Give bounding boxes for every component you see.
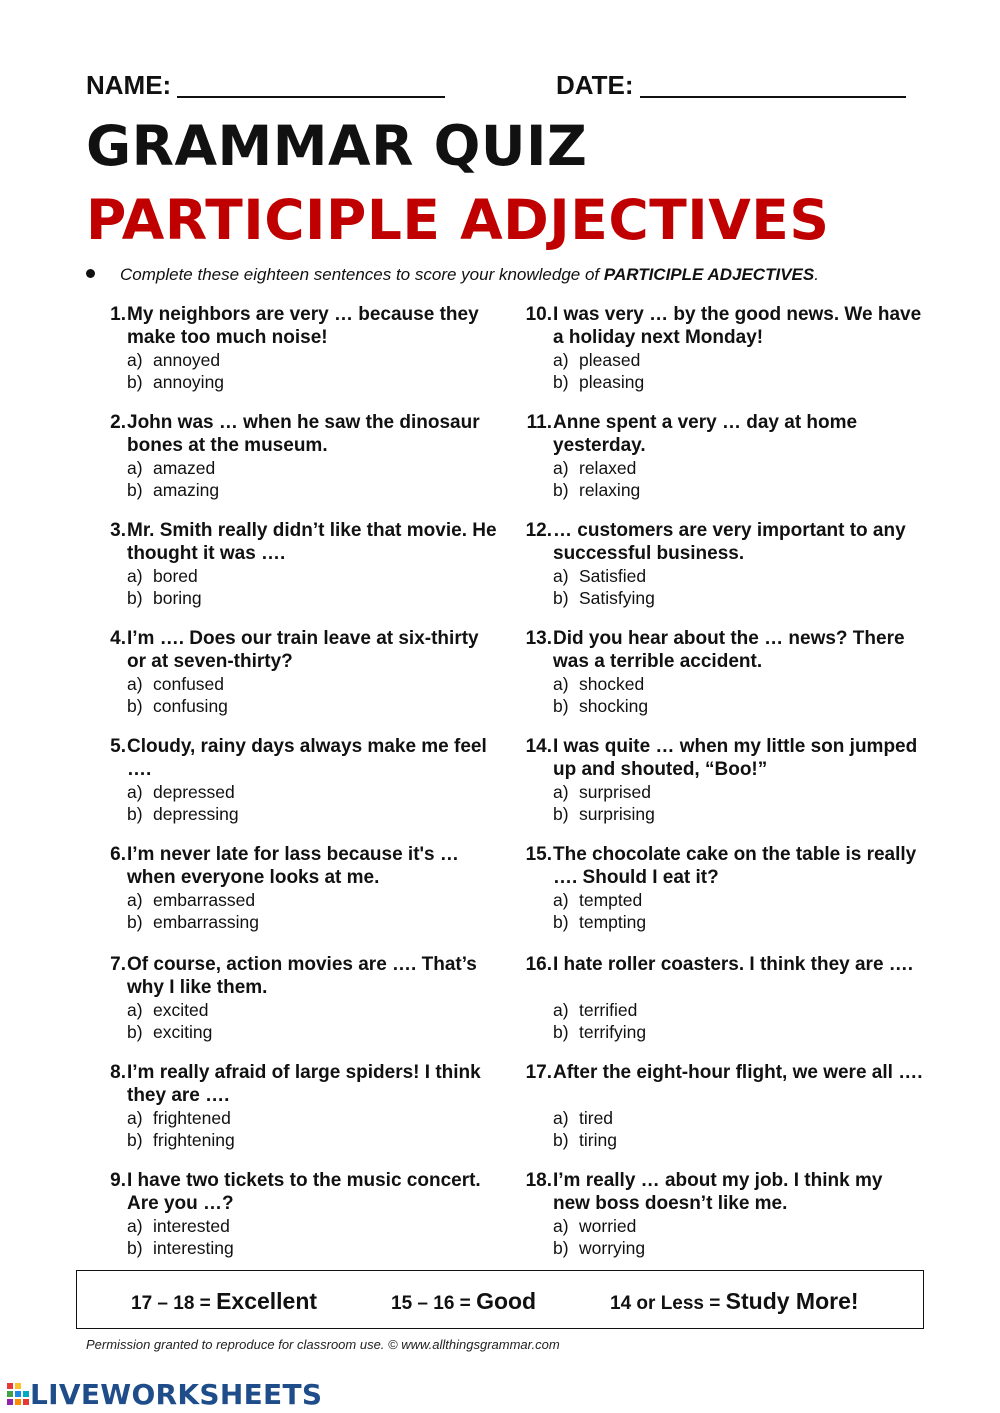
date-blank[interactable] bbox=[640, 74, 906, 98]
option-text: confused bbox=[153, 674, 225, 694]
option-letter: b) bbox=[127, 803, 143, 824]
option-letter: b) bbox=[127, 911, 143, 932]
answer-options bbox=[553, 890, 646, 933]
question-number: 11. bbox=[526, 412, 552, 433]
option-letter: a) bbox=[127, 890, 143, 910]
answer-option[interactable] bbox=[127, 1108, 235, 1130]
question-number: 6. bbox=[110, 844, 126, 865]
answer-option[interactable] bbox=[553, 804, 655, 826]
answer-option[interactable] bbox=[127, 890, 259, 912]
answer-option[interactable] bbox=[553, 674, 648, 696]
option-letter: b) bbox=[127, 371, 143, 392]
question-number: 15. bbox=[525, 844, 552, 865]
answer-option[interactable] bbox=[553, 350, 644, 372]
answer-option[interactable] bbox=[553, 1216, 645, 1238]
option-letter: a) bbox=[553, 782, 569, 802]
name-label: NAME: bbox=[86, 70, 172, 100]
option-text: interested bbox=[153, 1216, 230, 1236]
option-text: Satisfying bbox=[579, 587, 655, 608]
answer-option[interactable] bbox=[553, 566, 655, 588]
option-text: depressing bbox=[153, 803, 239, 824]
option-letter: b) bbox=[553, 1021, 569, 1042]
option-letter: a) bbox=[553, 1216, 569, 1236]
question-number: 2. bbox=[110, 412, 126, 433]
question-number: 16. bbox=[525, 954, 552, 975]
question-number: 18. bbox=[525, 1170, 552, 1191]
option-text: embarrassing bbox=[153, 911, 260, 932]
option-letter: a) bbox=[127, 350, 143, 370]
option-letter: b) bbox=[127, 1021, 143, 1042]
question-number: 8. bbox=[110, 1062, 126, 1083]
answer-options bbox=[127, 1108, 235, 1151]
option-text: surprised bbox=[579, 782, 651, 802]
answer-options bbox=[553, 782, 655, 825]
option-text: Satisfied bbox=[579, 566, 647, 586]
score-box bbox=[76, 1270, 924, 1329]
option-text: amazed bbox=[153, 458, 216, 478]
answer-options bbox=[127, 566, 202, 609]
question-text: I’m …. Does our train leave at six-thirty or at seven-thirty? bbox=[127, 628, 479, 672]
answer-options bbox=[127, 1000, 212, 1043]
answer-option[interactable] bbox=[127, 458, 219, 480]
answer-options bbox=[127, 458, 219, 501]
option-letter: a) bbox=[553, 1108, 569, 1128]
score-range: 15 – 16 = bbox=[391, 1293, 471, 1314]
question-number: 10. bbox=[525, 304, 552, 325]
answer-option[interactable] bbox=[553, 1000, 646, 1022]
answer-options bbox=[553, 1216, 645, 1259]
score-study-more bbox=[610, 1288, 859, 1315]
option-text: terrified bbox=[579, 1000, 638, 1020]
answer-options bbox=[127, 674, 228, 717]
answer-option[interactable] bbox=[127, 1022, 212, 1044]
question-text: I was very … by the good news. We have a holiday next Monday! bbox=[553, 304, 922, 348]
score-rating: Excellent bbox=[216, 1288, 318, 1314]
option-letter: b) bbox=[553, 371, 569, 392]
question-text: Cloudy, rainy days always make me feel …. bbox=[127, 736, 487, 780]
answer-option[interactable] bbox=[553, 912, 646, 934]
instructions-end: . bbox=[814, 265, 819, 284]
question-text: Of course, action movies are …. That’s why I like them. bbox=[127, 954, 477, 998]
answer-options bbox=[553, 1000, 646, 1043]
option-text: terrifying bbox=[579, 1021, 647, 1042]
liveworksheets-logo-icon bbox=[6, 1382, 30, 1406]
option-text: confusing bbox=[153, 695, 228, 716]
question-number: 7. bbox=[110, 954, 126, 975]
answer-option[interactable] bbox=[127, 1000, 212, 1022]
question-text: Anne spent a very … day at home yesterday. bbox=[553, 412, 858, 456]
option-letter: a) bbox=[553, 350, 569, 370]
option-letter: b) bbox=[553, 1237, 569, 1258]
option-text: pleased bbox=[579, 350, 641, 370]
option-text: exciting bbox=[153, 1021, 213, 1042]
option-letter: a) bbox=[127, 1216, 143, 1236]
option-letter: a) bbox=[553, 566, 569, 586]
question-text: The chocolate cake on the table is really …. Should I eat it? bbox=[553, 844, 917, 888]
question-text: I’m never late for lass because it's … when everyone looks at me. bbox=[127, 844, 459, 888]
option-letter: a) bbox=[127, 1000, 143, 1020]
option-letter: b) bbox=[553, 587, 569, 608]
option-letter: a) bbox=[553, 890, 569, 910]
answer-options bbox=[127, 350, 224, 393]
option-text: bored bbox=[153, 566, 198, 586]
answer-option[interactable] bbox=[127, 782, 239, 804]
answer-options bbox=[553, 458, 640, 501]
answer-option[interactable] bbox=[553, 696, 648, 718]
answer-option[interactable] bbox=[553, 890, 646, 912]
option-letter: a) bbox=[127, 782, 143, 802]
date-label: DATE: bbox=[556, 70, 634, 100]
question-text: I have two tickets to the music concert. Are you …? bbox=[127, 1170, 481, 1214]
answer-option[interactable] bbox=[553, 782, 655, 804]
option-letter: b) bbox=[127, 1129, 143, 1150]
answer-option[interactable] bbox=[553, 480, 640, 502]
answer-option[interactable] bbox=[127, 350, 224, 372]
name-blank[interactable] bbox=[177, 74, 445, 98]
answer-option[interactable] bbox=[127, 804, 239, 826]
option-letter: b) bbox=[553, 1129, 569, 1150]
option-text: tempted bbox=[579, 890, 643, 910]
option-text: worrying bbox=[579, 1237, 646, 1258]
option-text: amazing bbox=[153, 479, 220, 500]
question-text: I was quite … when my little son jumped up and shouted, “Boo!” bbox=[553, 736, 918, 780]
instructions-text: Complete these eighteen sentences to score your knowledge of bbox=[120, 265, 600, 284]
option-text: embarrassed bbox=[153, 890, 256, 910]
answer-options bbox=[127, 782, 239, 825]
option-text: annoyed bbox=[153, 350, 221, 370]
score-good bbox=[391, 1288, 536, 1315]
answer-options bbox=[553, 350, 644, 393]
answer-option[interactable] bbox=[127, 696, 228, 718]
answer-option[interactable] bbox=[553, 1238, 645, 1260]
score-rating: Good bbox=[476, 1288, 537, 1314]
answer-option[interactable] bbox=[127, 912, 259, 934]
option-letter: a) bbox=[553, 674, 569, 694]
option-letter: b) bbox=[127, 479, 143, 500]
option-text: tired bbox=[579, 1108, 614, 1128]
option-text: shocking bbox=[579, 695, 649, 716]
instructions bbox=[86, 265, 819, 285]
answer-option[interactable] bbox=[127, 674, 228, 696]
option-text: tiring bbox=[579, 1129, 617, 1150]
question-number: 1. bbox=[110, 304, 126, 325]
option-text: pleasing bbox=[579, 371, 645, 392]
question-number: 9. bbox=[110, 1170, 126, 1191]
question-text: Did you hear about the … news? There was a terrible accident. bbox=[553, 628, 905, 672]
question-number: 12. bbox=[525, 520, 552, 541]
score-rating: Study More! bbox=[725, 1288, 859, 1314]
option-letter: a) bbox=[553, 458, 569, 478]
instructions-emphasis: PARTICIPLE ADJECTIVES bbox=[603, 265, 815, 284]
answer-option[interactable] bbox=[127, 1216, 234, 1238]
question-text: I’m really afraid of large spiders! I think they are …. bbox=[127, 1062, 481, 1106]
question-number: 3. bbox=[110, 520, 126, 541]
question-text: … customers are very important to any successful business. bbox=[553, 520, 906, 564]
page-subtitle: PARTICIPLE ADJECTIVES bbox=[86, 188, 830, 252]
option-letter: b) bbox=[553, 911, 569, 932]
option-letter: a) bbox=[127, 458, 143, 478]
answer-options bbox=[127, 890, 259, 933]
question-number: 17. bbox=[525, 1062, 552, 1083]
question-number: 14. bbox=[525, 736, 552, 757]
question-text: After the eight-hour flight, we were all …. bbox=[553, 1062, 923, 1083]
option-text: depressed bbox=[153, 782, 235, 802]
answer-option[interactable] bbox=[127, 480, 219, 502]
option-text: frightening bbox=[153, 1129, 235, 1150]
option-text: shocked bbox=[579, 674, 645, 694]
answer-option[interactable] bbox=[553, 458, 640, 480]
option-letter: b) bbox=[553, 695, 569, 716]
question-number: 4. bbox=[110, 628, 126, 649]
page-title: GRAMMAR QUIZ bbox=[86, 114, 588, 178]
score-range: 17 – 18 = bbox=[131, 1293, 211, 1314]
question-text: My neighbors are very … because they make too much noise! bbox=[127, 304, 479, 348]
answer-option[interactable] bbox=[127, 1238, 234, 1260]
option-letter: a) bbox=[127, 566, 143, 586]
option-text: boring bbox=[153, 587, 202, 608]
answer-option[interactable] bbox=[553, 588, 655, 610]
option-letter: b) bbox=[127, 587, 143, 608]
answer-option[interactable] bbox=[553, 1108, 617, 1130]
name-field bbox=[86, 70, 445, 101]
logo-text: LIVEWORKSHEETS bbox=[30, 1378, 323, 1411]
option-letter: a) bbox=[553, 1000, 569, 1020]
score-range: 14 or Less = bbox=[610, 1293, 721, 1314]
answer-options bbox=[127, 1216, 234, 1259]
question-text: I’m really … about my job. I think my new boss doesn’t like me. bbox=[553, 1170, 883, 1214]
permission-note: Permission granted to reproduce for classroom use. © www.allthingsgrammar.com bbox=[86, 1337, 560, 1352]
answer-option[interactable] bbox=[553, 1130, 617, 1152]
question-number: 13. bbox=[525, 628, 552, 649]
question-text: John was … when he saw the dinosaur bones at the museum. bbox=[127, 412, 480, 456]
option-text: excited bbox=[153, 1000, 209, 1020]
option-text: surprising bbox=[579, 803, 655, 824]
answer-option[interactable] bbox=[127, 1130, 235, 1152]
option-letter: b) bbox=[553, 803, 569, 824]
answer-option[interactable] bbox=[127, 588, 202, 610]
score-excellent bbox=[131, 1288, 317, 1315]
bullet-icon bbox=[86, 269, 95, 278]
answer-options bbox=[553, 566, 655, 609]
option-text: relaxed bbox=[579, 458, 637, 478]
option-text: tempting bbox=[579, 911, 647, 932]
answer-option[interactable] bbox=[127, 566, 202, 588]
option-letter: a) bbox=[127, 1108, 143, 1128]
date-field bbox=[556, 70, 906, 101]
answer-options bbox=[553, 674, 648, 717]
answer-options bbox=[553, 1108, 617, 1151]
question-number: 5. bbox=[110, 736, 126, 757]
option-text: worried bbox=[579, 1216, 637, 1236]
option-text: frightened bbox=[153, 1108, 231, 1128]
option-text: relaxing bbox=[579, 479, 641, 500]
option-text: interesting bbox=[153, 1237, 234, 1258]
option-letter: b) bbox=[127, 1237, 143, 1258]
answer-option[interactable] bbox=[553, 372, 644, 394]
option-text: annoying bbox=[153, 371, 225, 392]
option-letter: b) bbox=[127, 695, 143, 716]
answer-option[interactable] bbox=[553, 1022, 646, 1044]
question-text: Mr. Smith really didn’t like that movie. He thought it was …. bbox=[127, 520, 497, 564]
option-letter: b) bbox=[553, 479, 569, 500]
answer-option[interactable] bbox=[127, 372, 224, 394]
question-text: I hate roller coasters. I think they are …. bbox=[553, 954, 914, 975]
option-letter: a) bbox=[127, 674, 143, 694]
